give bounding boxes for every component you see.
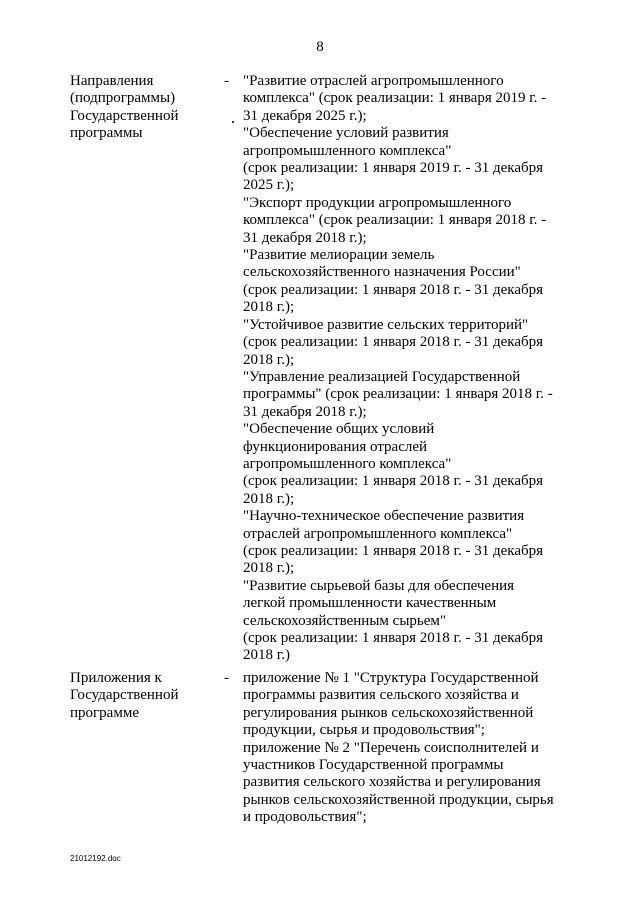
subprogram-item: "Устойчивое развитие сельских территорий" (срок реализации: 1 января 2018 г. - 31 декабря 2018 г.); — [243, 316, 544, 368]
appendix-item: приложение № 1 "Структура Государственной программы развития сельского хозяйства и регулирования рынков сельскохозяйственной продукции, сырья и продовольствия"; — [243, 670, 539, 739]
subprogram-item: "Обеспечение условий развития агропромышленного комплекса" (срок реализации: 1 января 2019 г. - 31 декабря 2025 г.); — [243, 125, 544, 194]
subprogram-item: "Управление реализацией Государственной программы" (срок реализации: 1 января 2018 г. - 31 декабря 2018 г.); — [243, 368, 553, 420]
subprograms-list — [243, 73, 583, 665]
subprogram-item: "Обеспечение общих условий функционирования отраслей агропромышленного комплекса" (срок реализации: 1 января 2018 г. - 31 декабря 2018 г.); — [243, 421, 544, 507]
subprogram-item: "Экспорт продукции агропромышленного комплекса" (срок реализации: 1 января 2018 г. - 31 декабря 2018 г.); — [243, 194, 547, 246]
subprogram-item: "Развитие мелиорации земель сельскохозяйственного назначения России" (срок реализации: 1 января 2018 г. - 31 декабря 2018 г.); — [243, 247, 544, 316]
subprogram-item: "Научно-техническое обеспечение развития отраслей агропромышленного комплекса" (срок реализации: 1 января 2018 г. - 31 декабря 2018 г.); — [243, 508, 544, 577]
page-number: 8 — [316, 39, 324, 55]
file-name-footer: 21012192.doc — [70, 854, 121, 863]
appendices-list — [243, 670, 583, 827]
subprograms-dash: - — [224, 73, 229, 89]
appendices-label: Приложения к Государственной программе — [70, 670, 179, 721]
subprograms-label: Направления (подпрограммы) Государственной программы — [70, 73, 179, 142]
appendices-dash: - — [224, 670, 229, 686]
subprogram-item: "Развитие сырьевой базы для обеспечения легкой промышленности качественным сельскохозяйственным сырьем" (срок реализации: 1 января 2018 г. - 31 декабря 2018 г.) — [243, 577, 544, 664]
stray-dot — [232, 121, 234, 123]
subprogram-item: "Развитие отраслей агропромышленного комплекса" (срок реализации: 1 января 2019 г. - 31 декабря 2025 г.); — [243, 73, 547, 124]
appendix-item: приложение № 2 "Перечень соисполнителей и участников Государственной программы развития сельского хозяйства и регулирования рынков сельскохозяйственной продукции, сырья и продовольствия"; — [243, 739, 554, 826]
